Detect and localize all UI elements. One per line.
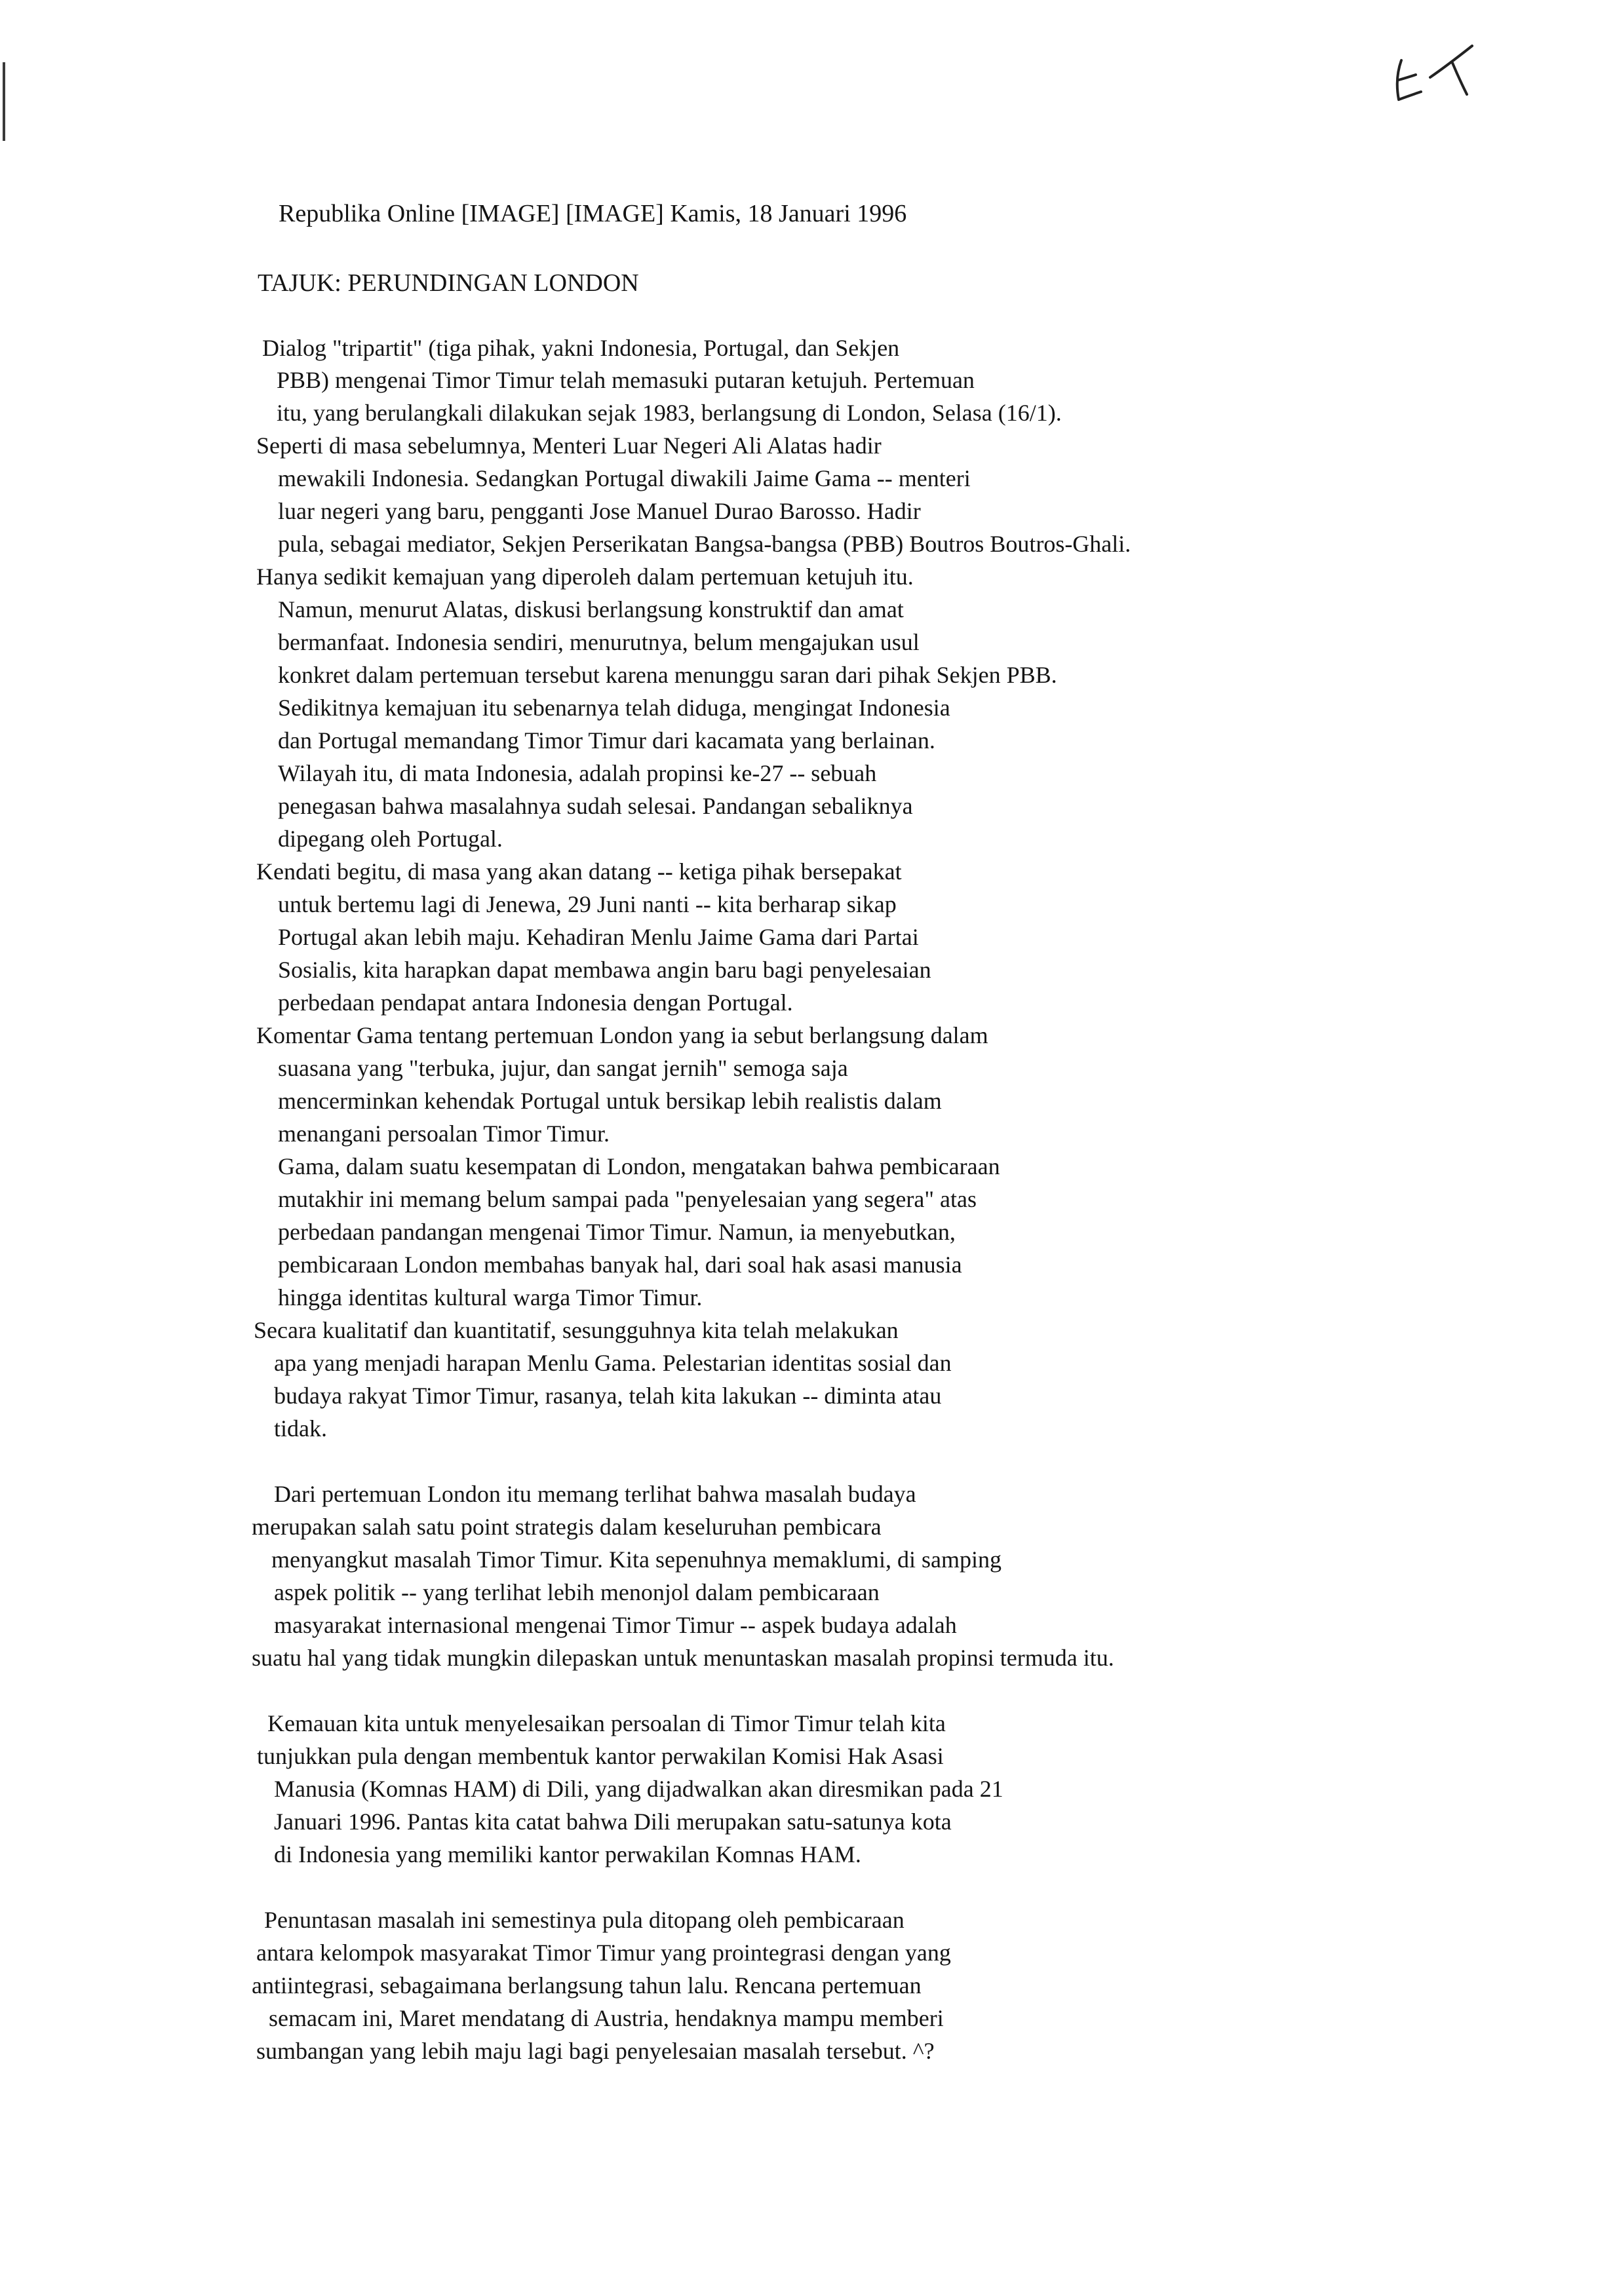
- body-line: Sedikitnya kemajuan itu sebenarnya telah diduga, mengingat Indonesia: [278, 695, 950, 721]
- body-line: perbedaan pandangan mengenai Timor Timur. Namun, ia menyebutkan,: [278, 1219, 956, 1245]
- body-line: menyangkut masalah Timor Timur. Kita sepenuhnya memaklumi, di samping: [271, 1546, 1002, 1573]
- body-line: itu, yang berulangkali dilakukan sejak 1983, berlangsung di London, Selasa (16/1).: [277, 400, 1062, 426]
- scan-edge-mark: [3, 62, 5, 141]
- body-line: penegasan bahwa masalahnya sudah selesai. Pandangan sebaliknya: [278, 793, 913, 819]
- body-line: budaya rakyat Timor Timur, rasanya, telah kita lakukan -- diminta atau: [274, 1383, 942, 1409]
- body-line: tunjukkan pula dengan membentuk kantor perwakilan Komisi Hak Asasi: [257, 1743, 944, 1769]
- body-line: mutakhir ini memang belum sampai pada "penyelesaian yang segera" atas: [278, 1186, 977, 1212]
- body-line: Wilayah itu, di mata Indonesia, adalah propinsi ke-27 -- sebuah: [278, 760, 877, 786]
- body-line: suatu hal yang tidak mungkin dilepaskan untuk menuntaskan masalah propinsi termuda itu.: [252, 1645, 1114, 1671]
- body-line: konkret dalam pertemuan tersebut karena menunggu saran dari pihak Sekjen PBB.: [278, 662, 1057, 688]
- body-line: apa yang menjadi harapan Menlu Gama. Pelestarian identitas sosial dan: [274, 1350, 952, 1376]
- body-line: di Indonesia yang memiliki kantor perwakilan Komnas HAM.: [274, 1841, 861, 1867]
- handwritten-initials: [1390, 26, 1488, 111]
- body-line: Seperti di masa sebelumnya, Menteri Luar Negeri Ali Alatas hadir: [256, 432, 882, 459]
- document-title: TAJUK: PERUNDINGAN LONDON: [258, 269, 639, 297]
- document-header: Republika Online [IMAGE] [IMAGE] Kamis, 18 Januari 1996: [279, 200, 907, 227]
- body-line: mencerminkan kehendak Portugal untuk bersikap lebih realistis dalam: [278, 1088, 942, 1114]
- body-line: pembicaraan London membahas banyak hal, dari soal hak asasi manusia: [278, 1252, 962, 1278]
- body-line: mewakili Indonesia. Sedangkan Portugal diwakili Jaime Gama -- menteri: [278, 465, 971, 491]
- body-line: Kendati begitu, di masa yang akan datang -- ketiga pihak bersepakat: [256, 858, 902, 885]
- body-line: suasana yang "terbuka, jujur, dan sangat jernih" semoga saja: [278, 1055, 848, 1081]
- body-line: aspek politik -- yang terlihat lebih menonjol dalam pembicaraan: [274, 1579, 880, 1605]
- body-line: hingga identitas kultural warga Timor Timur.: [278, 1284, 703, 1311]
- body-line: dan Portugal memandang Timor Timur dari kacamata yang berlainan.: [278, 727, 935, 754]
- body-line: Manusia (Komnas HAM) di Dili, yang dijadwalkan akan diresmikan pada 21: [274, 1776, 1003, 1802]
- body-line: PBB) mengenai Timor Timur telah memasuki putaran ketujuh. Pertemuan: [277, 367, 975, 393]
- body-line: perbedaan pendapat antara Indonesia dengan Portugal.: [278, 989, 793, 1016]
- body-line: sumbangan yang lebih maju lagi bagi penyelesaian masalah tersebut. ^?: [256, 2038, 935, 2064]
- body-line: Kemauan kita untuk menyelesaikan persoalan di Timor Timur telah kita: [267, 1710, 946, 1736]
- body-line: Portugal akan lebih maju. Kehadiran Menlu Jaime Gama dari Partai: [278, 924, 919, 950]
- body-line: Namun, menurut Alatas, diskusi berlangsung konstruktif dan amat: [278, 596, 904, 622]
- body-line: Secara kualitatif dan kuantitatif, sesungguhnya kita telah melakukan: [254, 1317, 899, 1343]
- body-line: menangani persoalan Timor Timur.: [278, 1120, 610, 1147]
- body-line: Sosialis, kita harapkan dapat membawa angin baru bagi penyelesaian: [278, 957, 931, 983]
- body-line: Dari pertemuan London itu memang terlihat bahwa masalah budaya: [274, 1481, 916, 1507]
- body-line: merupakan salah satu point strategis dalam keseluruhan pembicara: [252, 1514, 882, 1540]
- body-line: Januari 1996. Pantas kita catat bahwa Dili merupakan satu-satunya kota: [274, 1808, 952, 1835]
- body-line: tidak.: [274, 1415, 327, 1442]
- body-line: antiintegrasi, sebagaimana berlangsung tahun lalu. Rencana pertemuan: [252, 1972, 922, 1999]
- body-line: masyarakat internasional mengenai Timor Timur -- aspek budaya adalah: [274, 1612, 957, 1638]
- body-line: dipegang oleh Portugal.: [278, 826, 503, 852]
- body-line: luar negeri yang baru, pengganti Jose Manuel Durao Barosso. Hadir: [278, 498, 921, 524]
- body-line: untuk bertemu lagi di Jenewa, 29 Juni nanti -- kita berharap sikap: [278, 891, 897, 917]
- body-line: semacam ini, Maret mendatang di Austria, hendaknya mampu memberi: [269, 2005, 944, 2031]
- body-line: Gama, dalam suatu kesempatan di London, mengatakan bahwa pembicaraan: [278, 1153, 1000, 1179]
- body-line: antara kelompok masyarakat Timor Timur yang prointegrasi dengan yang: [256, 1940, 951, 1966]
- body-line: Hanya sedikit kemajuan yang diperoleh dalam pertemuan ketujuh itu.: [256, 564, 914, 590]
- body-line: pula, sebagai mediator, Sekjen Perserikatan Bangsa-bangsa (PBB) Boutros Boutros-Ghali.: [278, 531, 1131, 557]
- body-line: Penuntasan masalah ini semestinya pula ditopang oleh pembicaraan: [264, 1907, 905, 1933]
- body-line: bermanfaat. Indonesia sendiri, menurutnya, belum mengajukan usul: [278, 629, 920, 655]
- body-line: Dialog "tripartit" (tiga pihak, yakni Indonesia, Portugal, dan Sekjen: [262, 335, 900, 361]
- body-line: Komentar Gama tentang pertemuan London yang ia sebut berlangsung dalam: [256, 1022, 988, 1048]
